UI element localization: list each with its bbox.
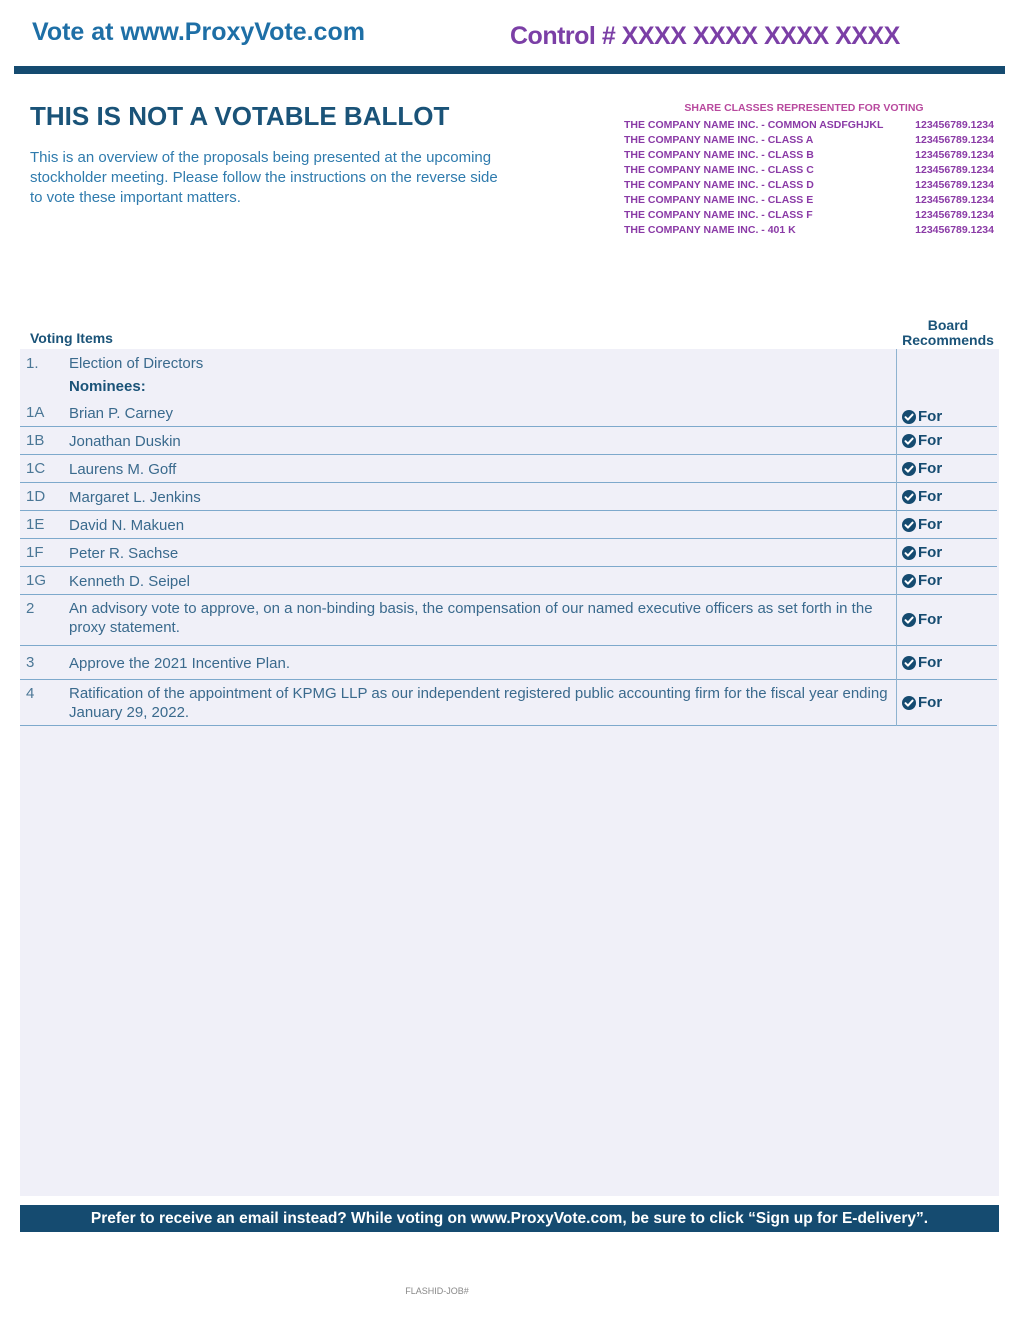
- item-number: 3: [26, 654, 35, 671]
- item-text: Margaret L. Jenkins: [69, 489, 201, 506]
- board-recommendation: [902, 460, 942, 477]
- board-recommends-header: Board Recommends: [902, 317, 994, 348]
- item-number: 4: [26, 685, 35, 702]
- share-classes-title: SHARE CLASSES REPRESENTED FOR VOTING: [684, 102, 924, 114]
- voting-item-row: [20, 646, 997, 680]
- check-circle-icon: [902, 518, 916, 532]
- nominees-label: Nominees:: [69, 378, 146, 395]
- board-recommendation: [902, 611, 942, 628]
- share-class-value: 123456789.1234: [915, 194, 994, 206]
- check-circle-icon: [902, 490, 916, 504]
- voting-item-row: [20, 399, 997, 427]
- check-circle-icon: [902, 462, 916, 476]
- share-class-name: THE COMPANY NAME INC. - CLASS C: [624, 164, 814, 176]
- voting-item-row: [20, 511, 997, 539]
- voting-items-header: Voting Items: [30, 330, 113, 346]
- voting-item-row: [20, 680, 997, 726]
- share-class-value: 123456789.1234: [915, 134, 994, 146]
- item-text: An advisory vote to approve, on a non-binding basis, the compensation of our named executive officers as set forth in the proxy statement.: [69, 600, 873, 636]
- share-class-row: [624, 133, 994, 148]
- item-number: 1E: [26, 516, 45, 533]
- voting-item-row: [20, 595, 997, 646]
- recommendation-label: For: [918, 432, 943, 449]
- column-divider: [896, 349, 897, 726]
- share-class-name: THE COMPANY NAME INC. - CLASS D: [624, 179, 814, 191]
- item-text: Peter R. Sachse: [69, 545, 179, 562]
- share-class-row: [624, 208, 994, 223]
- recommendation-label: For: [918, 694, 943, 711]
- item-number: 1G: [26, 572, 47, 589]
- board-recommendation: [902, 408, 942, 425]
- check-circle-icon: [902, 574, 916, 588]
- share-class-name: THE COMPANY NAME INC. - CLASS E: [624, 194, 814, 206]
- item-number: 1F: [26, 544, 44, 561]
- header-divider: [14, 66, 1005, 74]
- item-number: 1C: [26, 460, 46, 477]
- share-class-value: 123456789.1234: [915, 209, 994, 221]
- board-recommendation: [902, 432, 942, 449]
- share-class-value: 123456789.1234: [915, 119, 994, 131]
- intro-text: This is an overview of the proposals being presented at the upcoming stockholder meeting. Please follow the instructions on the reverse side to vote these important matters.: [30, 149, 498, 206]
- flash-id: FLASHID-JOB#: [405, 1286, 469, 1296]
- item-text: Approve the 2021 Incentive Plan.: [69, 655, 290, 672]
- item-text: Ratification of the appointment of KPMG LLP as our independent registered public accounting firm for the fiscal year ending January 29, 2022.: [69, 685, 888, 721]
- share-class-name: THE COMPANY NAME INC. - COMMON ASDFGHJKL: [624, 119, 884, 131]
- item-text: Laurens M. Goff: [69, 461, 177, 478]
- item-text: Kenneth D. Seipel: [69, 573, 190, 590]
- voting-item-row: [20, 427, 997, 455]
- board-recommendation: [902, 544, 942, 561]
- recommendation-label: For: [918, 516, 943, 533]
- recommendation-label: For: [918, 408, 943, 425]
- voting-item-row: [20, 455, 997, 483]
- recommendation-label: For: [918, 544, 943, 561]
- share-class-value: 123456789.1234: [915, 224, 994, 236]
- recommendation-label: For: [918, 488, 943, 505]
- voting-item-row: [20, 539, 997, 567]
- share-class-row: [624, 163, 994, 178]
- share-class-name: THE COMPANY NAME INC. - 401 K: [624, 224, 796, 236]
- check-circle-icon: [902, 410, 916, 424]
- check-circle-icon: [902, 434, 916, 448]
- share-class-row: [624, 223, 994, 238]
- share-classes-box: [624, 102, 994, 238]
- check-circle-icon: [902, 613, 916, 627]
- page-title: THIS IS NOT A VOTABLE BALLOT: [30, 101, 450, 131]
- item-text: David N. Makuen: [69, 517, 185, 534]
- voting-item-row: [20, 483, 997, 511]
- share-classes-list: [624, 118, 994, 238]
- item-text: Brian P. Carney: [69, 405, 173, 422]
- recommendation-label: For: [918, 460, 943, 477]
- edelivery-banner: Prefer to receive an email instead? While voting on www.ProxyVote.com, be sure to click “Sign up for E-delivery”.: [20, 1205, 999, 1232]
- share-class-name: THE COMPANY NAME INC. - CLASS F: [624, 209, 813, 221]
- check-circle-icon: [902, 546, 916, 560]
- check-circle-icon: [902, 696, 916, 710]
- board-recommendation: [902, 694, 942, 711]
- election-row: [20, 349, 997, 399]
- share-class-row: [624, 193, 994, 208]
- vote-url-heading: Vote at www.ProxyVote.com: [32, 18, 365, 46]
- check-circle-icon: [902, 656, 916, 670]
- item-number: 1D: [26, 488, 46, 505]
- share-class-name: THE COMPANY NAME INC. - CLASS B: [624, 149, 814, 161]
- voting-item-row: [20, 567, 997, 595]
- item-number: 1.: [26, 355, 39, 372]
- share-class-row: [624, 178, 994, 193]
- recommendation-label: For: [918, 572, 943, 589]
- board-recommendation: [902, 572, 942, 589]
- share-class-value: 123456789.1234: [915, 149, 994, 161]
- item-text: Jonathan Duskin: [69, 433, 181, 450]
- item-number: 2: [26, 600, 35, 617]
- board-recommendation: [902, 488, 942, 505]
- share-class-name: THE COMPANY NAME INC. - CLASS A: [624, 134, 814, 146]
- share-class-row: [624, 118, 994, 133]
- recommendation-label: For: [918, 611, 943, 628]
- recommendation-label: For: [918, 654, 943, 671]
- control-number: Control # XXXX XXXX XXXX XXXX: [510, 22, 900, 50]
- item-number: 1B: [26, 432, 45, 449]
- board-recommendation: [902, 516, 942, 533]
- share-class-row: [624, 148, 994, 163]
- election-label: Election of Directors: [69, 355, 204, 372]
- share-class-value: 123456789.1234: [915, 164, 994, 176]
- item-number: 1A: [26, 404, 45, 421]
- share-class-value: 123456789.1234: [915, 179, 994, 191]
- board-recommendation: [902, 654, 942, 671]
